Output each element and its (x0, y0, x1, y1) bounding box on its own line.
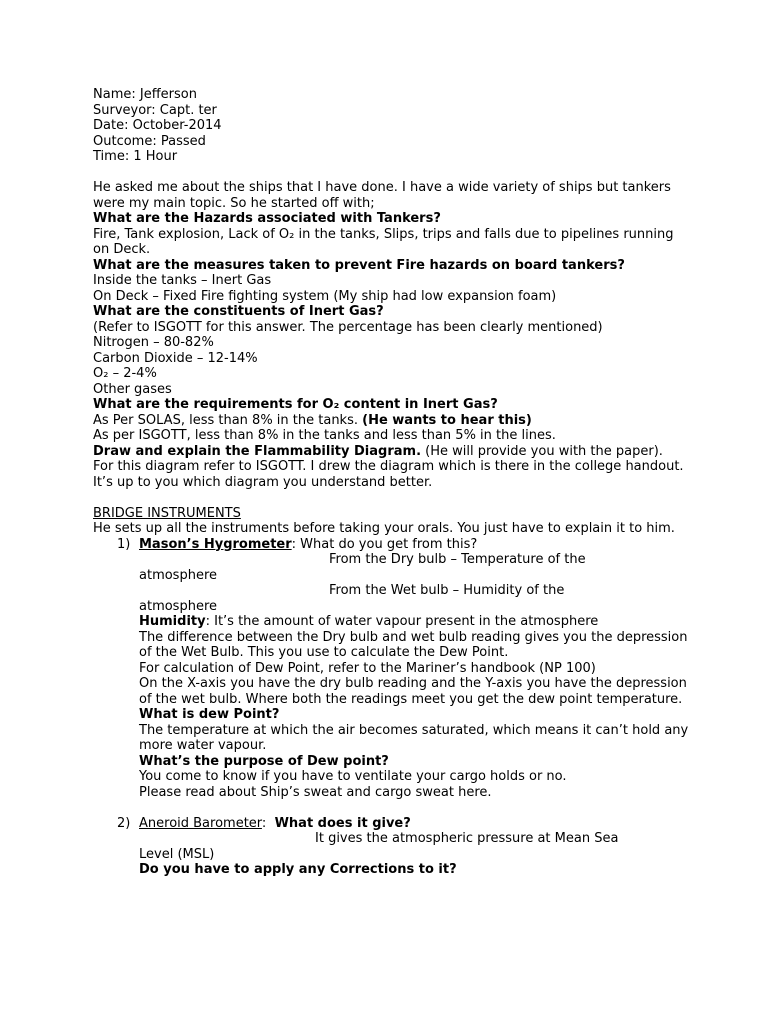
meta-surveyor: Surveyor: Capt. ter (93, 102, 217, 118)
answer-dew-purpose-2: Please read about Ship’s sweat and cargo sweat here. (139, 784, 492, 800)
answer-on-deck: On Deck – Fixed Fire fighting system (My ship had low expansion foam) (93, 288, 557, 304)
barometer-sep: : (261, 815, 275, 831)
answer-dew-point: The temperature at which the air becomes saturated, which means it can’t hold any more water vapour. (139, 722, 689, 753)
list-number: 1) (117, 536, 131, 552)
question-flammability-text: Draw and explain the Flammability Diagram. (93, 443, 422, 459)
question-fire-measures: What are the measures taken to prevent Fire hazards on board tankers? (93, 257, 625, 273)
hygrometer-question: : What do you get from this? (291, 536, 478, 552)
question-dew-point: What is dew Point? (139, 707, 280, 722)
barometer-answer: It gives the atmospheric pressure at Mean Sea (315, 831, 619, 846)
answer-o2: O₂ – 2-4% (93, 366, 157, 381)
answer-isgott: As per ISGOTT, less than 8% in the tanks and less than 5% in the lines. (93, 428, 556, 443)
meta-time: Time: 1 Hour (93, 149, 178, 164)
barometer-heading (139, 816, 693, 832)
dry-bulb-line: From the Dry bulb – Temperature of the (329, 552, 586, 567)
axis-paragraph: On the X-axis you have the dry bulb reading and the Y-axis you have the depression of the wet bulb. Where both the readings meet you get the dew point temperature. (139, 676, 687, 707)
answer-solas (93, 413, 693, 429)
question-corrections: Do you have to apply any Corrections to it? (139, 862, 457, 877)
barometer-question: What does it give? (274, 815, 411, 831)
question-inert-gas: What are the constituents of Inert Gas? (93, 304, 384, 319)
list-item-barometer (93, 816, 693, 878)
meta-name: Name: Jefferson (93, 87, 197, 102)
humidity-label: Humidity (139, 614, 206, 629)
question-flammability (93, 444, 693, 460)
answer-flammability: For this diagram refer to ISGOTT. I drew the diagram which is there in the college handout. It’s up to you which diagram you understand better. (93, 459, 684, 490)
hygrometer-heading (139, 537, 693, 553)
answer-inside-tanks: Inside the tanks – Inert Gas (93, 273, 272, 288)
list-number: 2) (117, 815, 131, 831)
wet-bulb-line: From the Wet bulb – Humidity of the (329, 583, 565, 598)
answer-co2: Carbon Dioxide – 12-14% (93, 350, 258, 366)
intro-paragraph: He asked me about the ships that I have done. I have a wide variety of ships but tankers were my main topic. So he started off with; (93, 180, 671, 211)
question-o2-requirements: What are the requirements for O₂ content in Inert Gas? (93, 397, 498, 412)
document-body (93, 87, 693, 878)
question-hazards: What are the Hazards associated with Tankers? (93, 211, 441, 226)
question-dew-purpose: What’s the purpose of Dew point? (139, 753, 389, 769)
list-item-hygrometer (93, 537, 693, 801)
bridge-intro: He sets up all the instruments before taking your orals. You just have to explain it to him. (93, 521, 675, 536)
dry-bulb-line-cont: atmosphere (139, 567, 217, 583)
section-heading-bridge: BRIDGE INSTRUMENTS (93, 505, 241, 521)
answer-other-gases: Other gases (93, 381, 172, 397)
humidity-text: : It’s the amount of water vapour present in the atmosphere (205, 614, 599, 629)
meta-date: Date: October-2014 (93, 118, 222, 133)
answer-nitrogen: Nitrogen – 80-82% (93, 335, 214, 350)
answer-solas-emphasis: (He wants to hear this) (362, 412, 532, 428)
answer-dew-purpose-1: You come to know if you have to ventilate your cargo holds or no. (139, 769, 567, 784)
wet-bulb-line-cont: atmosphere (139, 598, 217, 614)
barometer-answer-cont: Level (MSL) (139, 846, 215, 862)
depression-paragraph: The difference between the Dry bulb and wet bulb reading gives you the depression of the Wet Bulb. This you use to calculate the Dew Point. (139, 629, 688, 660)
humidity-definition (139, 614, 693, 630)
answer-solas-text: As Per SOLAS, less than 8% in the tanks. (93, 412, 363, 428)
np100-paragraph: For calculation of Dew Point, refer to the Mariner’s handbook (NP 100) (139, 660, 596, 676)
barometer-title: Aneroid Barometer (139, 815, 262, 831)
meta-outcome: Outcome: Passed (93, 133, 206, 149)
answer-isgott-ref: (Refer to ISGOTT for this answer. The percentage has been clearly mentioned) (93, 319, 603, 335)
hygrometer-title: Mason’s Hygrometer (139, 536, 292, 552)
answer-hazards: Fire, Tank explosion, Lack of O₂ in the tanks, Slips, trips and falls due to pipelines running on Deck. (93, 226, 674, 257)
question-flammability-note: (He will provide you with the paper). (421, 443, 663, 459)
